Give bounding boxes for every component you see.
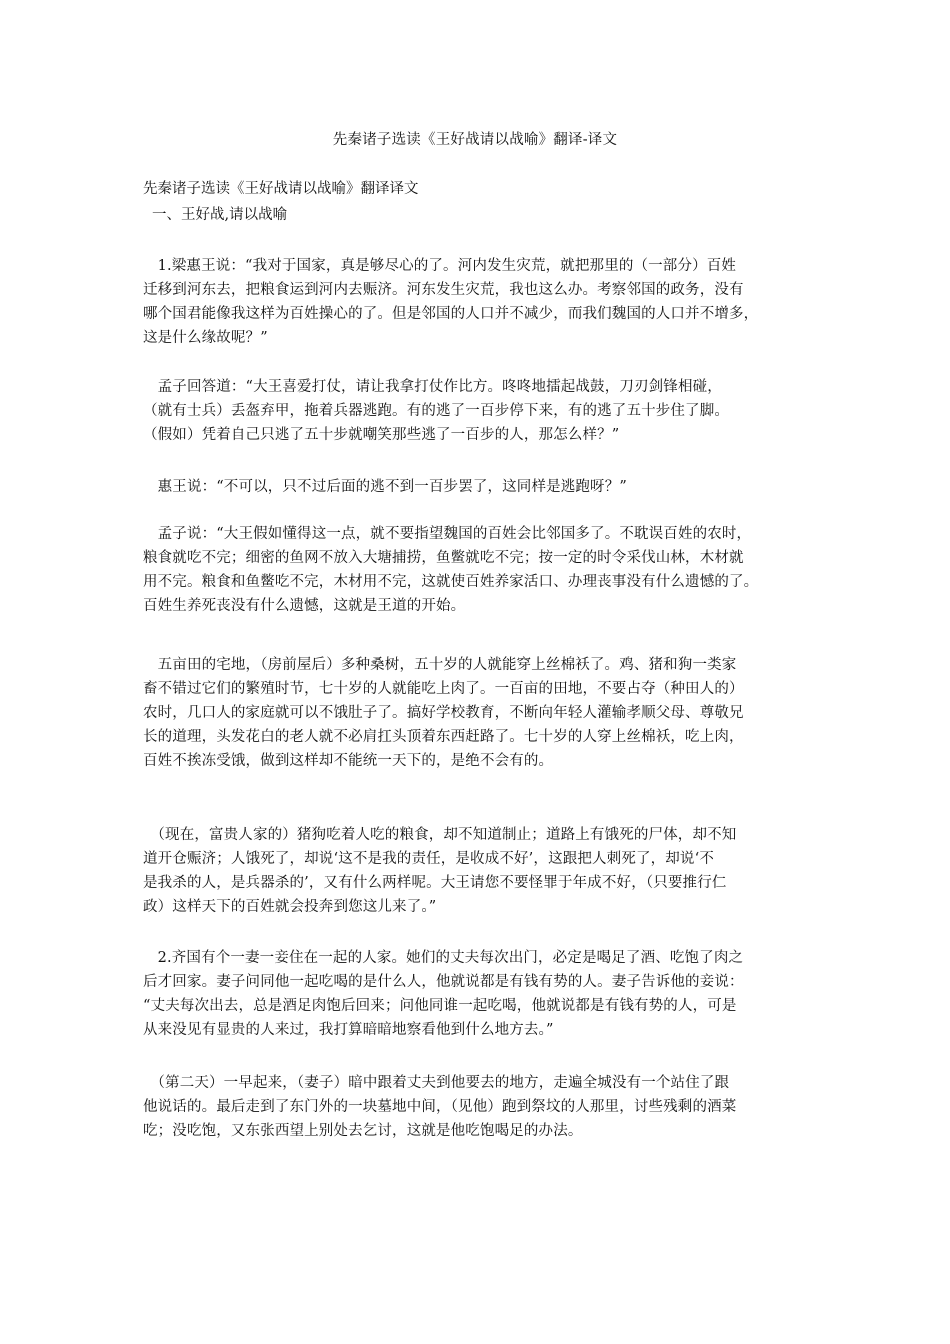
paragraph-5 xyxy=(143,653,815,773)
paragraph-line: 畜不错过它们的繁殖时节，七十岁的人就能吃上肉了。一百亩的田地，不要占夺（种田人的） xyxy=(143,681,744,697)
paragraph-line: “丈夫每次出去，总是酒足肉饱后回来；问他同谁一起吃喝，他就说都是有钱有势的人，可是 xyxy=(143,998,737,1014)
paragraph-line: （就有士兵）丢盔弃甲，拖着兵器逃跑。有的逃了一百步停下来，有的逃了五十步住了脚。 xyxy=(143,403,729,419)
paragraph-line: 孟子说：“大王假如懂得这一点，就不要指望魏国的百姓会比邻国多了。不耽误百姓的农时， xyxy=(143,526,752,542)
paragraph-line: 孟子回答道：“大王喜爱打仗，请让我拿打仗作比方。咚咚地擂起战鼓，刀刃剑锋相碰， xyxy=(143,379,722,395)
paragraph-line: 哪个国君能像我这样为百姓操心的了。但是邻国的人口并不减少，而我们魏国的人口并不增多， xyxy=(143,306,759,322)
paragraph-line: 1.梁惠王说：“我对于国家，真是够尽心的了。河内发生灾荒，就把那里的（一部分）百姓 xyxy=(143,258,737,274)
paragraph-7 xyxy=(143,946,815,1042)
paragraph-line: 长的道理，头发花白的老人就不必肩扛头顶着东西赶路了。七十岁的人穿上丝棉袄，吃上肉， xyxy=(143,729,744,745)
paragraph-line: 五亩田的宅地，（房前屋后）多种桑树，五十岁的人就能穿上丝棉袄了。鸡、猪和狗一类家 xyxy=(143,657,737,673)
paragraph-1 xyxy=(143,254,815,350)
paragraph-line: （假如）凭着自己只逃了五十步就嘲笑那些逃了一百步的人，那怎么样？” xyxy=(143,427,620,443)
paragraph-line: 后才回家。妻子问同他一起吃喝的是什么人，他就说都是有钱有势的人。妻子告诉他的妾说： xyxy=(143,974,744,990)
paragraph-line: 用不完。粮食和鱼鳖吃不完，木材用不完，这就使百姓养家活口、办理丧事没有什么遗憾的了。 xyxy=(143,574,759,590)
paragraph-line: 惠王说：“不可以，只不过后面的逃不到一百步罢了，这同样是逃跑呀？” xyxy=(143,479,627,495)
paragraph-line: 这是什么缘故呢？” xyxy=(143,330,268,346)
paragraph-line: 百姓不挨冻受饿，做到这样却不能统一天下的，是绝不会有的。 xyxy=(143,753,554,769)
paragraph-line: 粮食就吃不完；细密的鱼网不放入大塘捕捞，鱼鳖就吃不完；按一定的时令采伐山林，木材就 xyxy=(143,550,744,566)
document-title: 先秦诸子选读《王好战请以战喻》翻译-译文 xyxy=(332,132,618,148)
paragraph-line: （第二天）一早起来，（妻子）暗中跟着丈夫到他要去的地方，走遍全城没有一个站住了跟 xyxy=(143,1075,730,1091)
paragraph-line: 他说话的。最后走到了东门外的一块墓地中间，（见他）跑到祭坟的人那里，讨些残剩的酒菜 xyxy=(143,1099,737,1115)
paragraph-line: 农时，几口人的家庭就可以不饿肚子了。搞好学校教育，不断向年轻人灌输孝顺父母、尊敬兄 xyxy=(143,705,744,721)
paragraph-line: 政）这样天下的百姓就会投奔到您这儿来了。” xyxy=(143,899,437,915)
paragraph-4 xyxy=(143,522,815,618)
paragraph-line: （现在，富贵人家的）猪狗吃着人吃的粮食，却不知道制止；道路上有饿死的尸体，却不知 xyxy=(143,827,737,843)
paragraph-6 xyxy=(143,823,815,919)
paragraph-2 xyxy=(143,375,815,447)
paragraph-line: 百姓生养死丧没有什么遗憾，这就是王道的开始。 xyxy=(143,598,466,614)
paragraph-8 xyxy=(143,1071,815,1143)
paragraph-line: 道开仓赈济；人饿死了，却说‘这不是我的责任，是收成不好’，这跟把人刺死了，却说‘不 xyxy=(143,851,714,867)
paragraph-line: 是我杀的人，是兵器杀的’，又有什么两样呢。大王请您不要怪罪于年成不好，（只要推行仁 xyxy=(143,875,727,891)
document-subtitle: 先秦诸子选读《王好战请以战喻》翻译译文 xyxy=(143,181,419,197)
paragraph-line: 从来没见有显贵的人来过，我打算暗暗地察看他到什么地方去。” xyxy=(143,1022,554,1038)
paragraph-line: 2.齐国有个一妻一妾住在一起的人家。她们的丈夫每次出门，必定是喝足了酒、吃饱了肉之 xyxy=(143,950,744,966)
paragraph-line: 迁移到河东去，把粮食运到河内去赈济。河东发生灾荒，我也这么办。考察邻国的政务，没有 xyxy=(143,282,744,298)
paragraph-line: 吃；没吃饱，又东张西望上别处去乞讨，这就是他吃饱喝足的办法。 xyxy=(143,1123,583,1139)
section-heading: 一、王好战,请以战喻 xyxy=(152,207,288,223)
paragraph-3 xyxy=(143,475,815,499)
